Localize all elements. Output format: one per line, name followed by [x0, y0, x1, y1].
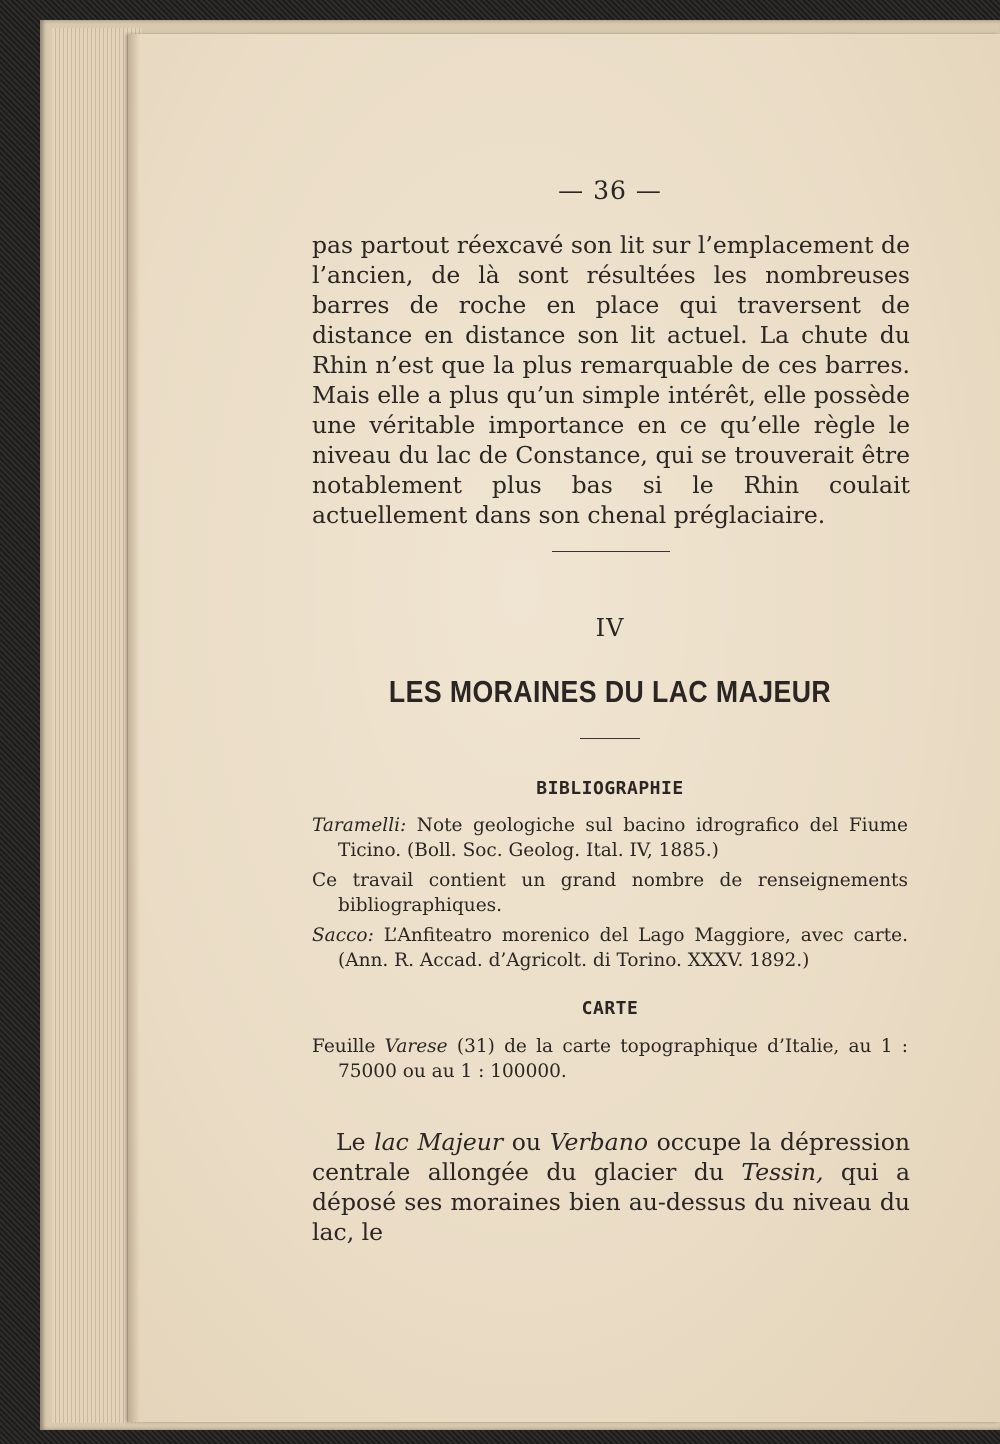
- text-run: ou: [503, 1128, 550, 1156]
- page-number: — 36 —: [558, 176, 662, 205]
- bibliography-entry: [312, 923, 908, 973]
- map-sheet-name: Varese: [384, 1036, 448, 1057]
- text-run: occupe la dépression centrale allongée du glacier du: [312, 1128, 911, 1186]
- term-lac-majeur: lac Majeur: [374, 1128, 504, 1156]
- section-divider: [552, 551, 670, 552]
- reference-text: L’Anfiteatro morenico del Lago Maggiore, avec carte. (Ann. R. Accad. d’Agricolt. di Torino. XXXV. 1892.): [338, 925, 908, 971]
- bibliography-note: [312, 868, 908, 918]
- reference-text: Ce travail contient un grand nombre de renseignements bibliographiques.: [312, 870, 908, 916]
- map-prefix: Feuille: [312, 1036, 385, 1057]
- title-divider: [580, 738, 640, 739]
- map-heading: CARTE: [581, 998, 639, 1019]
- paragraph-continued: pas partout réexcavé son lit sur l’emplacement de l’ancien, de là sont résultées les nombreuses barres de roche en place qui traversent de distance en distance son lit actuel. La chute du Rhin n’est que la plus remarquable de ces barres. Mais elle a plus qu’un simple intérêt, elle possède une véritable importance en ce qu’elle règle le niveau du lac de Constance, qui se trouverait être notablement plus bas si le Rhin coulait actuellement dans son chenal préglaciaire.: [312, 231, 910, 529]
- text-run: qui a déposé ses moraines bien au-dessus du niveau du lac, le: [312, 1158, 910, 1246]
- page-gutter-shadow: [128, 34, 140, 1422]
- term-tessin: Tessin,: [741, 1158, 824, 1186]
- text-run: Le: [336, 1128, 375, 1156]
- chapter-title: LES MORAINES DU LAC MAJEUR: [388, 674, 832, 709]
- reference-author: Taramelli:: [312, 815, 407, 836]
- reference-text: Note geologiche sul bacino idrografico del Fiume Ticino. (Boll. Soc. Geolog. Ital. IV, 1885.): [338, 815, 908, 861]
- reference-author: Sacco:: [312, 925, 374, 946]
- map-reference: [312, 1034, 908, 1084]
- section-number: IV: [595, 614, 625, 642]
- bibliography-entry: [312, 813, 908, 863]
- bibliography-heading: BIBLIOGRAPHIE: [536, 778, 684, 799]
- paragraph-lac-majeur: [312, 1127, 910, 1247]
- term-verbano: Verbano: [549, 1128, 648, 1156]
- map-suffix: (31) de la carte topographique d’Italie, au 1 : 75000 ou au 1 : 100000.: [338, 1036, 908, 1082]
